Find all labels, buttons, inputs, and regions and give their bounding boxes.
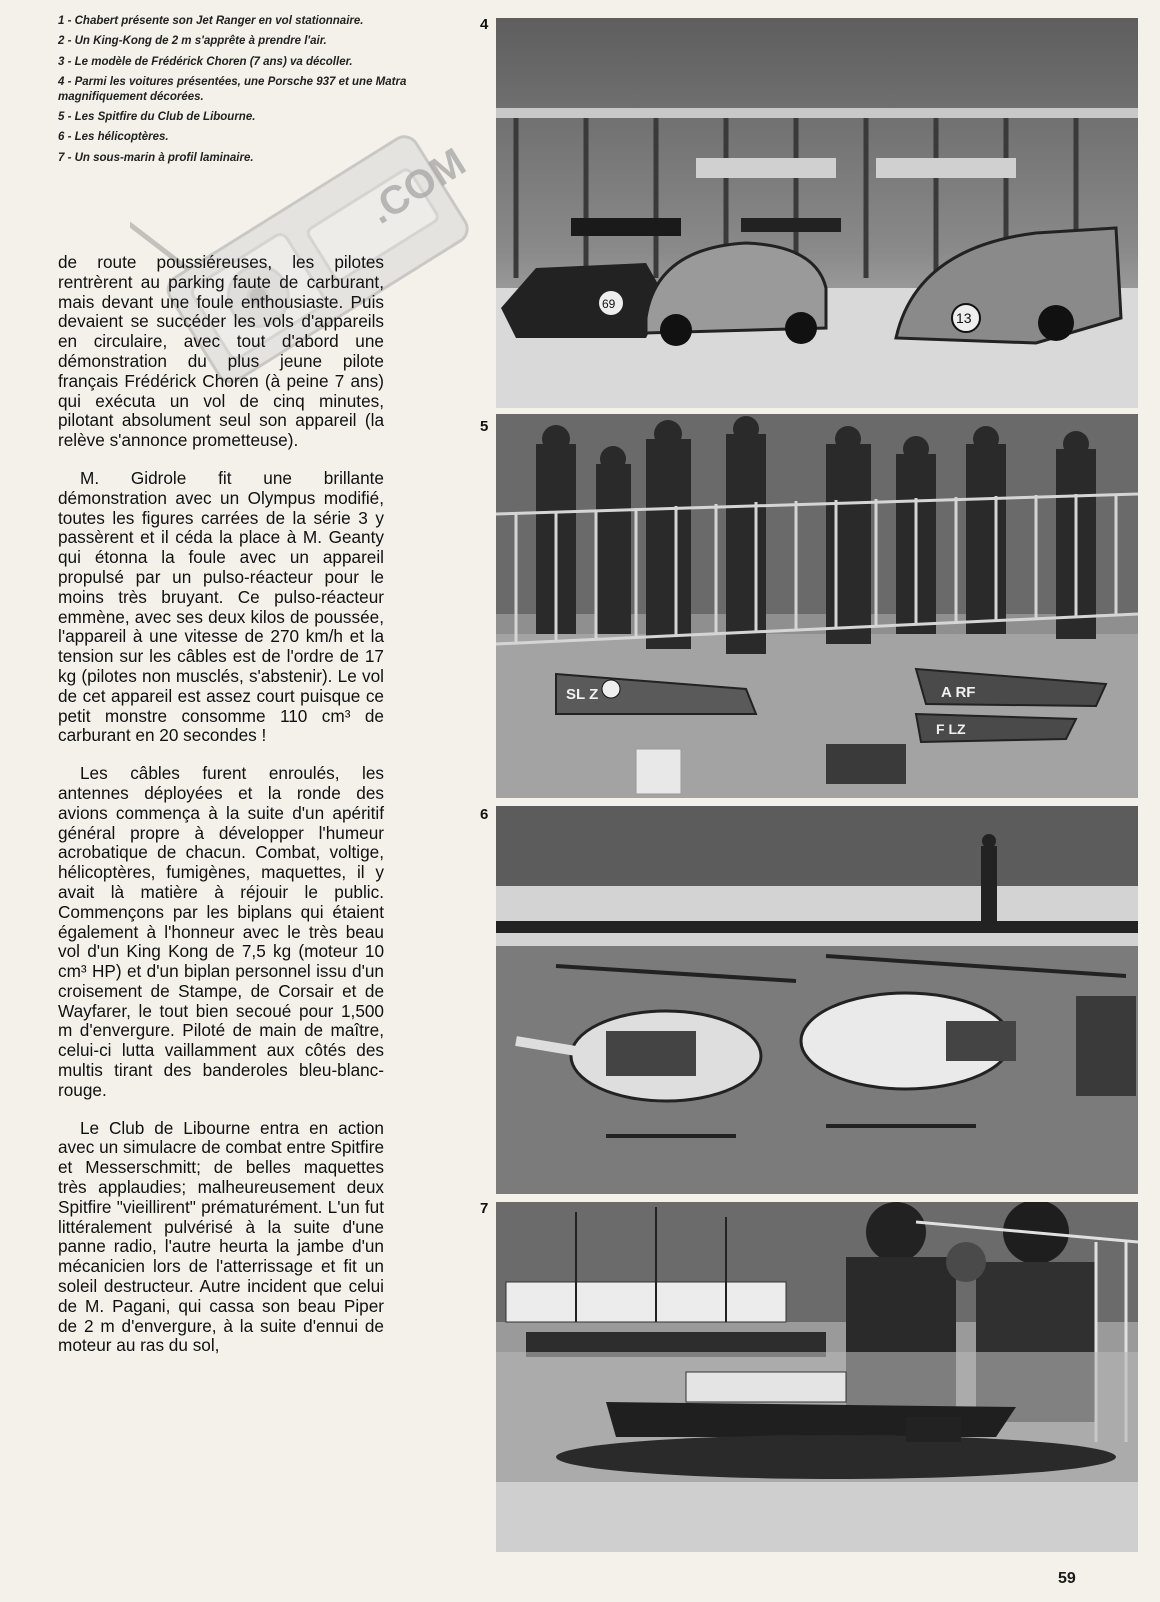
photo-number-7: 7 xyxy=(480,1200,489,1217)
photo-number-5: 5 xyxy=(480,418,489,435)
car-number-right: 13 xyxy=(956,310,972,326)
spitfire-3 xyxy=(916,714,1076,742)
caption-2: 2 - Un King-Kong de 2 m s'apprête à prendre l'air. xyxy=(58,35,327,48)
plane-code-2: A RF xyxy=(941,684,976,701)
photo-cars xyxy=(496,18,1138,408)
paragraph-1: de route poussiéreuses, les pilotes rentrèrent au parking faute de carburant, mais devant une foule enthousiaste. Puis devaient se succéder les vols d'appareils en circulaire, avec tout d'abord une démonstration du plus jeune pilote français Frédérick Choren (à peine 7 ans) qui exécuta un vol de cinq minutes, pilotant absolument seul son appareil (la relève s'annonce prometteuse). xyxy=(58,252,384,451)
paragraph-3: Les câbles furent enroulés, les antennes déployées et la ronde des avions commença à la suite d'un apéritif général propre à développer l'humeur acrobatique de chacun. Combat, voltige, hélicoptères, fumigènes, maquettes, il y avait là matière à réjouir le public. Commençons par les biplans qui étaient également à l'honneur avec le très beau vol d'un King Kong de 7,5 kg (moteur 10 cm³ HP) et d'un biplan personnel issu d'un croisement de Stampe, de Corsair et de Wayfarer, le tout bien secoué pour 1,500 m d'envergure. Piloté de main de maître, celui-ci lutta vaillamment aux côtés des multis tirant des banderoles bleu-blanc-rouge. xyxy=(58,763,384,1100)
watermark-text: .COM xyxy=(361,139,474,233)
caption-6: 6 - Les hélicoptères. xyxy=(58,131,169,144)
plane-code-1: SL Z xyxy=(566,686,599,703)
person-background xyxy=(981,834,997,926)
photo-helicopters xyxy=(496,806,1138,1194)
page-number: 59 xyxy=(1058,1570,1076,1587)
caption-5: 5 - Les Spitfire du Club de Libourne. xyxy=(58,110,256,123)
article-body xyxy=(58,253,384,1374)
car-number-left: 69 xyxy=(602,297,616,311)
caption-3: 3 - Le modèle de Frédérick Choren (7 ans) va décoller. xyxy=(58,55,353,68)
caption-7: 7 - Un sous-marin à profil laminaire. xyxy=(58,151,254,164)
photo-spitfires xyxy=(496,414,1138,798)
caption-4: 4 - Parmi les voitures présentées, une Porsche 937 et une Matra magnifiquement décorées. xyxy=(58,76,407,103)
photo-number-4: 4 xyxy=(480,16,489,33)
paragraph-2: M. Gidrole fit une brillante démonstration avec un Olympus modifié, toutes les figures carrées de la série 3 y passèrent et il céda la place à M. Geanty qui étonna la foule avec un appareil propulsé par un pulso-réacteur pour le moins très bruyant. Ce pulso-réacteur emmène, avec ses deux kilos de poussée, l'appareil à une vitesse de 270 km/h et la tension sur les câbles est de l'ordre de 17 kg (pilotes non musclés, s'abstenir). Le vol de cet appareil est assez court puisque ce petit monstre consomme 110 cm³ de carburant en 20 secondes ! xyxy=(58,467,384,746)
photo-number-6: 6 xyxy=(480,806,489,823)
paragraph-4: Le Club de Libourne entra en action avec un simulacre de combat entre Spitfire et Messerschmitt; de belles maquettes très applaudies; malheureusement deux Spitfire "vieillirent" prématurément. L'un fut littéralement pulvérisé à la suite d'une panne radio, l'autre heurta la jambe d'un mécanicien lors de l'atterrissage et fit un soleil destructeur. Autre incident que celui de M. Pagani, qui cassa son beau Piper de 2 m d'envergure, à la suite d'ennui de moteur au ras du sol, xyxy=(58,1117,384,1356)
caption-1: 1 - Chabert présente son Jet Ranger en vol stationnaire. xyxy=(58,15,364,27)
photo-ships xyxy=(496,1202,1138,1552)
plane-code-3: F LZ xyxy=(936,721,966,737)
